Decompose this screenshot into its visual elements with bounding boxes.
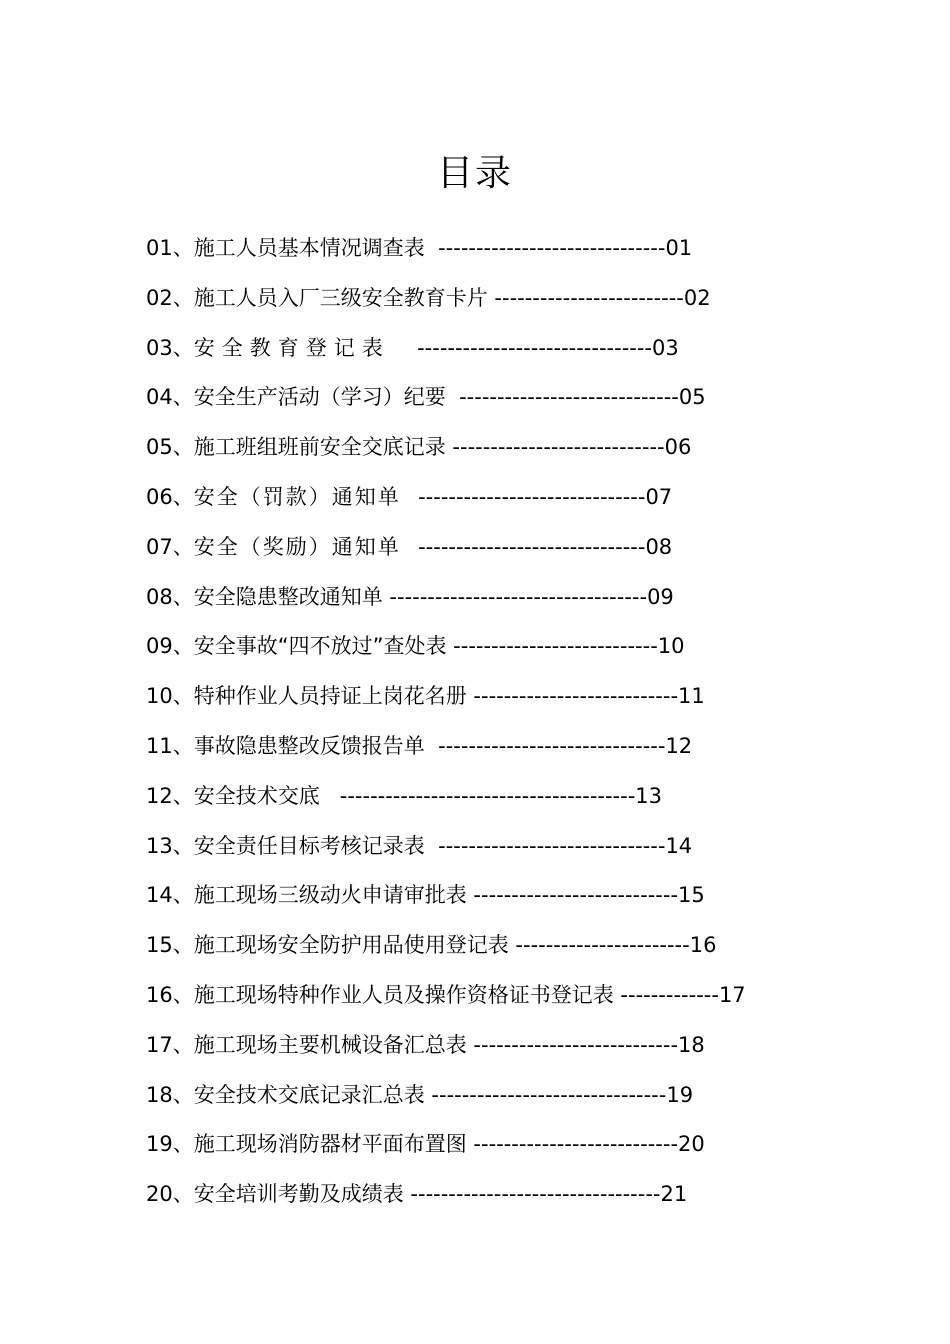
toc-title: 安全责任目标考核记录表 <box>193 833 439 858</box>
toc-entry <box>146 529 746 579</box>
toc-separator: 、 <box>172 684 194 709</box>
toc-entry <box>146 628 746 678</box>
toc-number: 07 <box>146 534 173 559</box>
toc-leader: ------------------------- <box>494 285 684 310</box>
toc-leader: ----------------------- <box>515 933 690 958</box>
toc-title: 安全技术交底记录汇总表 <box>193 1082 432 1107</box>
toc-number: 08 <box>146 584 173 609</box>
toc-entry <box>146 927 746 977</box>
toc-page-number: 12 <box>665 733 693 758</box>
toc-page-number: 16 <box>689 933 717 958</box>
toc-entry <box>146 728 746 778</box>
toc-entry <box>146 977 746 1027</box>
toc-title: 施工现场消防器材平面布置图 <box>193 1132 474 1157</box>
toc-separator: 、 <box>172 1032 194 1057</box>
page-title: 目录 <box>436 153 513 194</box>
toc-entry <box>146 1027 746 1077</box>
toc-leader: ------------- <box>620 982 719 1007</box>
toc-separator: 、 <box>172 933 194 958</box>
toc-page-number: 01 <box>665 236 693 260</box>
table-of-contents <box>146 230 746 1226</box>
toc-title: 施工班组班前安全交底记录 <box>193 435 453 460</box>
toc-separator: 、 <box>172 1082 194 1107</box>
toc-title: 特种作业人员持证上岗花名册 <box>193 684 474 709</box>
toc-separator: 、 <box>172 285 194 310</box>
toc-separator: 、 <box>172 883 194 908</box>
toc-leader: ----------------------------- <box>459 385 679 410</box>
toc-page-number: 09 <box>647 584 674 609</box>
toc-entry <box>146 1176 746 1226</box>
toc-separator: 、 <box>172 236 194 260</box>
toc-separator: 、 <box>172 335 194 360</box>
toc-number: 01 <box>146 236 173 260</box>
toc-title: 施工现场安全防护用品使用登记表 <box>193 933 516 958</box>
toc-entry <box>146 778 746 828</box>
toc-title: 安全培训考勤及成绩表 <box>193 1182 411 1207</box>
toc-title: 施工人员入厂三级安全教育卡片 <box>193 285 495 310</box>
toc-entry <box>146 877 746 927</box>
toc-number: 12 <box>146 783 173 808</box>
toc-entry <box>146 1077 746 1127</box>
toc-entry <box>146 429 746 479</box>
toc-number: 06 <box>146 484 173 509</box>
toc-title: 安全隐患整改通知单 <box>193 584 390 609</box>
toc-page-number: 05 <box>678 385 706 410</box>
toc-page-number: 02 <box>683 285 711 310</box>
toc-number: 17 <box>146 1032 173 1057</box>
toc-leader: ---------------------------- <box>452 435 665 460</box>
toc-separator: 、 <box>172 783 194 808</box>
toc-leader: --------------------------- <box>473 883 679 908</box>
toc-entry <box>146 678 746 728</box>
toc-separator: 、 <box>172 982 194 1007</box>
toc-title: 施工现场特种作业人员及操作资格证书登记表 <box>193 982 621 1007</box>
toc-number: 02 <box>146 285 173 310</box>
toc-leader: --------------------------- <box>453 634 658 659</box>
toc-leader: --------------------------- <box>473 1032 679 1057</box>
toc-page-number: 14 <box>665 833 693 858</box>
toc-page-number: 20 <box>678 1132 705 1157</box>
toc-entry <box>146 828 746 878</box>
toc-page-number: 21 <box>660 1182 688 1207</box>
toc-number: 10 <box>146 684 173 709</box>
toc-page-number: 06 <box>664 435 692 460</box>
toc-number: 16 <box>146 982 173 1007</box>
toc-number: 19 <box>146 1132 173 1157</box>
toc-separator: 、 <box>172 833 194 858</box>
toc-number: 14 <box>146 883 173 908</box>
toc-title: 施工人员基本情况调查表 <box>193 236 439 260</box>
toc-number: 13 <box>146 833 173 858</box>
toc-page-number: 07 <box>645 484 673 509</box>
toc-page-number: 11 <box>678 684 705 709</box>
toc-leader: --------------------------- <box>473 684 679 709</box>
toc-page-number: 15 <box>678 883 705 908</box>
toc-number: 03 <box>146 335 173 360</box>
toc-number: 11 <box>146 733 173 758</box>
toc-separator: 、 <box>172 385 194 410</box>
toc-number: 09 <box>146 634 173 659</box>
toc-separator: 、 <box>172 1182 194 1207</box>
toc-leader: ---------------------------------- <box>389 584 648 609</box>
toc-entry <box>146 1126 746 1176</box>
toc-title: 安全（罚款）通知单 <box>193 484 419 509</box>
toc-leader: ------------------------------ <box>418 534 646 559</box>
toc-entry <box>146 230 746 280</box>
toc-separator: 、 <box>172 634 194 659</box>
toc-page-number: 03 <box>652 335 679 360</box>
toc-separator: 、 <box>172 733 194 758</box>
toc-title: 安全（奖励）通知单 <box>193 534 419 559</box>
toc-leader: --------------------------- <box>473 1132 679 1157</box>
toc-leader: ------------------------------ <box>418 484 646 509</box>
toc-number: 18 <box>146 1082 173 1107</box>
toc-title: 施工现场三级动火申请审批表 <box>193 883 474 908</box>
toc-number: 15 <box>146 933 173 958</box>
toc-leader: --------------------------------------- <box>339 783 636 808</box>
toc-page-number: 18 <box>678 1032 705 1057</box>
toc-page-number: 13 <box>635 783 663 808</box>
toc-entry <box>146 379 746 429</box>
toc-number: 20 <box>146 1182 173 1207</box>
toc-separator: 、 <box>172 435 194 460</box>
toc-leader: ------------------------------- <box>417 335 653 360</box>
toc-title: 施工现场主要机械设备汇总表 <box>193 1032 474 1057</box>
toc-title: 安全生产活动（学习）纪要 <box>193 385 460 410</box>
toc-leader: ------------------------------- <box>431 1082 667 1107</box>
toc-separator: 、 <box>172 484 194 509</box>
toc-number: 04 <box>146 385 173 410</box>
toc-page-number: 08 <box>645 534 673 559</box>
toc-entry <box>146 280 746 330</box>
toc-leader: ------------------------------ <box>438 733 666 758</box>
toc-page-number: 10 <box>657 634 685 659</box>
toc-title: 安全教育登记表 <box>193 335 418 360</box>
toc-leader: --------------------------------- <box>410 1182 661 1207</box>
toc-title: 事故隐患整改反馈报告单 <box>193 733 439 758</box>
toc-entry <box>146 579 746 629</box>
toc-leader: ------------------------------ <box>438 833 666 858</box>
toc-separator: 、 <box>172 534 194 559</box>
toc-title: 安全事故“四不放过”查处表 <box>193 634 454 659</box>
toc-leader: ------------------------------ <box>438 236 666 260</box>
toc-page-number: 19 <box>666 1082 694 1107</box>
toc-entry <box>146 479 746 529</box>
toc-number: 05 <box>146 435 173 460</box>
toc-entry <box>146 330 746 380</box>
toc-page-number: 17 <box>718 982 746 1007</box>
toc-title: 安全技术交底 <box>193 783 340 808</box>
toc-separator: 、 <box>172 1132 194 1157</box>
toc-separator: 、 <box>172 584 194 609</box>
